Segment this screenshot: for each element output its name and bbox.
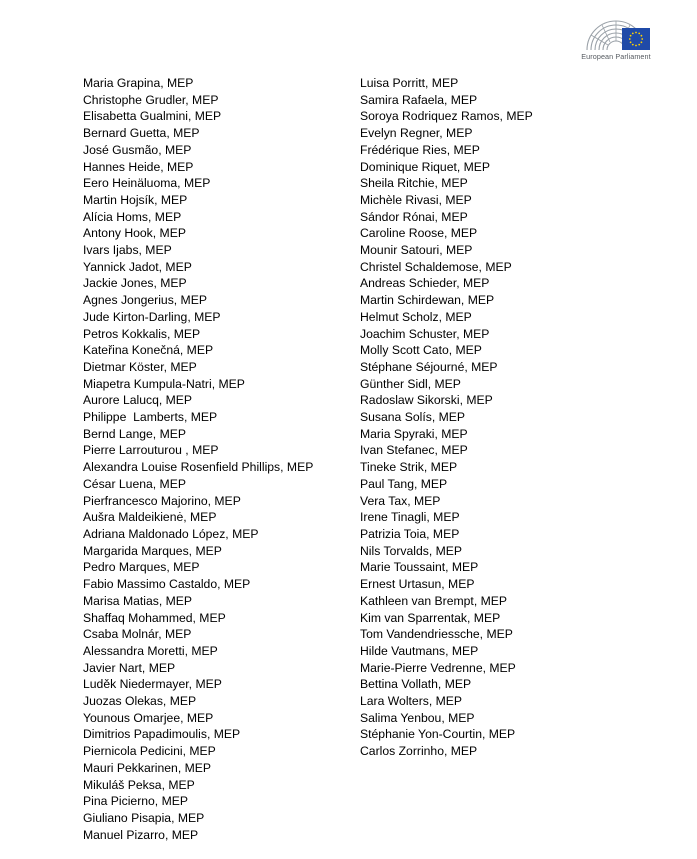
signatory-name: Dominique Riquet, MEP — [360, 159, 491, 174]
signatory-name: Yannick Jadot, MEP — [83, 259, 192, 274]
signatory-name: Luděk Niedermayer, MEP — [83, 677, 222, 692]
signatory-name: Stéphane Séjourné, MEP — [360, 359, 498, 374]
signatory-name: Younous Omarjee, MEP — [83, 710, 214, 725]
signatory-name: Marie Toussaint, MEP — [360, 560, 479, 575]
signatory-name: Günther Sidl, MEP — [360, 376, 461, 391]
signatory-name: Mauri Pekkarinen, MEP — [83, 760, 212, 775]
signatory-name: Antony Hook, MEP — [83, 226, 186, 241]
signatory-name: Paul Tang, MEP — [360, 476, 448, 491]
signatory-name: Marisa Matias, MEP — [83, 593, 193, 608]
signatory-name: Pierre Larrouturou , MEP — [83, 443, 219, 458]
european-parliament-hemicycle-icon — [581, 10, 651, 52]
signatory-name: José Gusmão, MEP — [83, 142, 192, 157]
signatory-name: Carlos Zorrinho, MEP — [360, 744, 478, 759]
signatory-name: Agnes Jongerius, MEP — [83, 293, 207, 308]
signatory-name: Vera Tax, MEP — [360, 493, 441, 508]
signatory-name: Ivars Ijabs, MEP — [83, 243, 172, 258]
signatory-name: Jackie Jones, MEP — [83, 276, 187, 291]
signatory-name: Sheila Ritchie, MEP — [360, 176, 468, 191]
signatory-name: Christophe Grudler, MEP — [83, 92, 219, 107]
signatory-name: Juozas Olekas, MEP — [83, 694, 197, 709]
signatory-name: Marie-Pierre Vedrenne, MEP — [360, 660, 516, 675]
signatory-name: Maria Grapina, MEP — [83, 76, 194, 90]
european-parliament-logo — [579, 10, 653, 64]
signatory-name: Shaffaq Mohammed, MEP — [83, 610, 226, 625]
signatory-name: Joachim Schuster, MEP — [360, 326, 490, 341]
signatory-name: Dimitrios Papadimoulis, MEP — [83, 727, 241, 742]
signatory-name: Christel Schaldemose, MEP — [360, 259, 512, 274]
signatory-name: Miapetra Kumpula-Natri, MEP — [83, 376, 245, 391]
signatory-name: Caroline Roose, MEP — [360, 226, 478, 241]
signatory-name: Irene Tinagli, MEP — [360, 510, 460, 525]
signatory-name: Alexandra Louise Rosenfield Phillips, MEP — [83, 460, 314, 475]
signatory-name: Michèle Rivasi, MEP — [360, 192, 472, 207]
signatory-name: Csaba Molnár, MEP — [83, 627, 192, 642]
signatory-name: Javier Nart, MEP — [83, 660, 176, 675]
signatory-name: Kateřina Konečná, MEP — [83, 343, 214, 358]
signatory-name: Philippe Lamberts, MEP — [83, 410, 218, 425]
signatory-name: Soroya Rodriquez Ramos, MEP — [360, 109, 533, 124]
signatory-name: Piernicola Pedicini, MEP — [83, 744, 216, 759]
signatory-name: Pina Picierno, MEP — [83, 794, 188, 809]
signatory-name: Nils Torvalds, MEP — [360, 543, 463, 558]
signatory-name: Martin Hojsík, MEP — [83, 192, 188, 207]
signatory-name: César Luena, MEP — [83, 476, 186, 491]
signatory-name: Luisa Porritt, MEP — [360, 76, 459, 90]
signatory-name: Sándor Rónai, MEP — [360, 209, 468, 224]
signatory-name: Helmut Scholz, MEP — [360, 309, 472, 324]
signatory-name: Radoslaw Sikorski, MEP — [360, 393, 493, 408]
signatory-name: Bettina Vollath, MEP — [360, 677, 472, 692]
signatory-name: Martin Schirdewan, MEP — [360, 293, 495, 308]
signatory-name: Aurore Lalucq, MEP — [83, 393, 193, 408]
signatory-name: Tom Vandendriessche, MEP — [360, 627, 513, 642]
signatory-name: Elisabetta Gualmini, MEP — [83, 109, 222, 124]
signatory-name: Mikuláš Peksa, MEP — [83, 777, 195, 792]
signatory-name: Hannes Heide, MEP — [83, 159, 194, 174]
signatory-name: Frédérique Ries, MEP — [360, 142, 480, 157]
signatory-name: Giuliano Pisapia, MEP — [83, 810, 205, 825]
signatories-list-right — [360, 75, 533, 760]
signatory-name: Dietmar Köster, MEP — [83, 359, 197, 374]
signatory-name: Molly Scott Cato, MEP — [360, 343, 482, 358]
eu-flag-icon — [622, 28, 650, 50]
signatory-name: Jude Kirton-Darling, MEP — [83, 309, 221, 324]
signatory-name: Alessandra Moretti, MEP — [83, 643, 218, 658]
signatory-name: Andreas Schieder, MEP — [360, 276, 490, 291]
signatory-name: Pedro Marques, MEP — [83, 560, 200, 575]
signatory-name: Hilde Vautmans, MEP — [360, 643, 479, 658]
signatory-name: Fabio Massimo Castaldo, MEP — [83, 577, 251, 592]
signatory-name: Adriana Maldonado López, MEP — [83, 526, 259, 541]
logo-text: European Parliament — [581, 52, 651, 61]
signatory-name: Samira Rafaela, MEP — [360, 92, 478, 107]
signatory-name: Eero Heinäluoma, MEP — [83, 176, 211, 191]
signatory-name: Evelyn Regner, MEP — [360, 126, 473, 141]
signatory-name: Lara Wolters, MEP — [360, 694, 463, 709]
signatory-name: Bernd Lange, MEP — [83, 426, 186, 441]
signatory-name: Susana Solís, MEP — [360, 410, 465, 425]
signatory-name: Alícia Homs, MEP — [83, 209, 182, 224]
signatory-name: Pierfrancesco Majorino, MEP — [83, 493, 241, 508]
signatory-name: Petros Kokkalis, MEP — [83, 326, 201, 341]
signatory-name: Aušra Maldeikienė, MEP — [83, 510, 217, 525]
signatory-name: Patrizia Toia, MEP — [360, 526, 460, 541]
signatory-name: Bernard Guetta, MEP — [83, 126, 200, 141]
signatory-name: Kathleen van Brempt, MEP — [360, 593, 507, 608]
signatory-name: Ernest Urtasun, MEP — [360, 577, 475, 592]
signatory-name: Ivan Stefanec, MEP — [360, 443, 468, 458]
signatory-name: Mounir Satouri, MEP — [360, 243, 473, 258]
signatory-name: Manuel Pizarro, MEP — [83, 827, 199, 842]
signatories-list-left — [83, 75, 313, 843]
signatory-name: Maria Spyraki, MEP — [360, 426, 468, 441]
signatory-name: Tineke Strik, MEP — [360, 460, 458, 475]
signatory-name: Kim van Sparrentak, MEP — [360, 610, 501, 625]
signatory-name: Margarida Marques, MEP — [83, 543, 222, 558]
signatory-name: Salima Yenbou, MEP — [360, 710, 475, 725]
signatory-name: Stéphanie Yon-Courtin, MEP — [360, 727, 516, 742]
